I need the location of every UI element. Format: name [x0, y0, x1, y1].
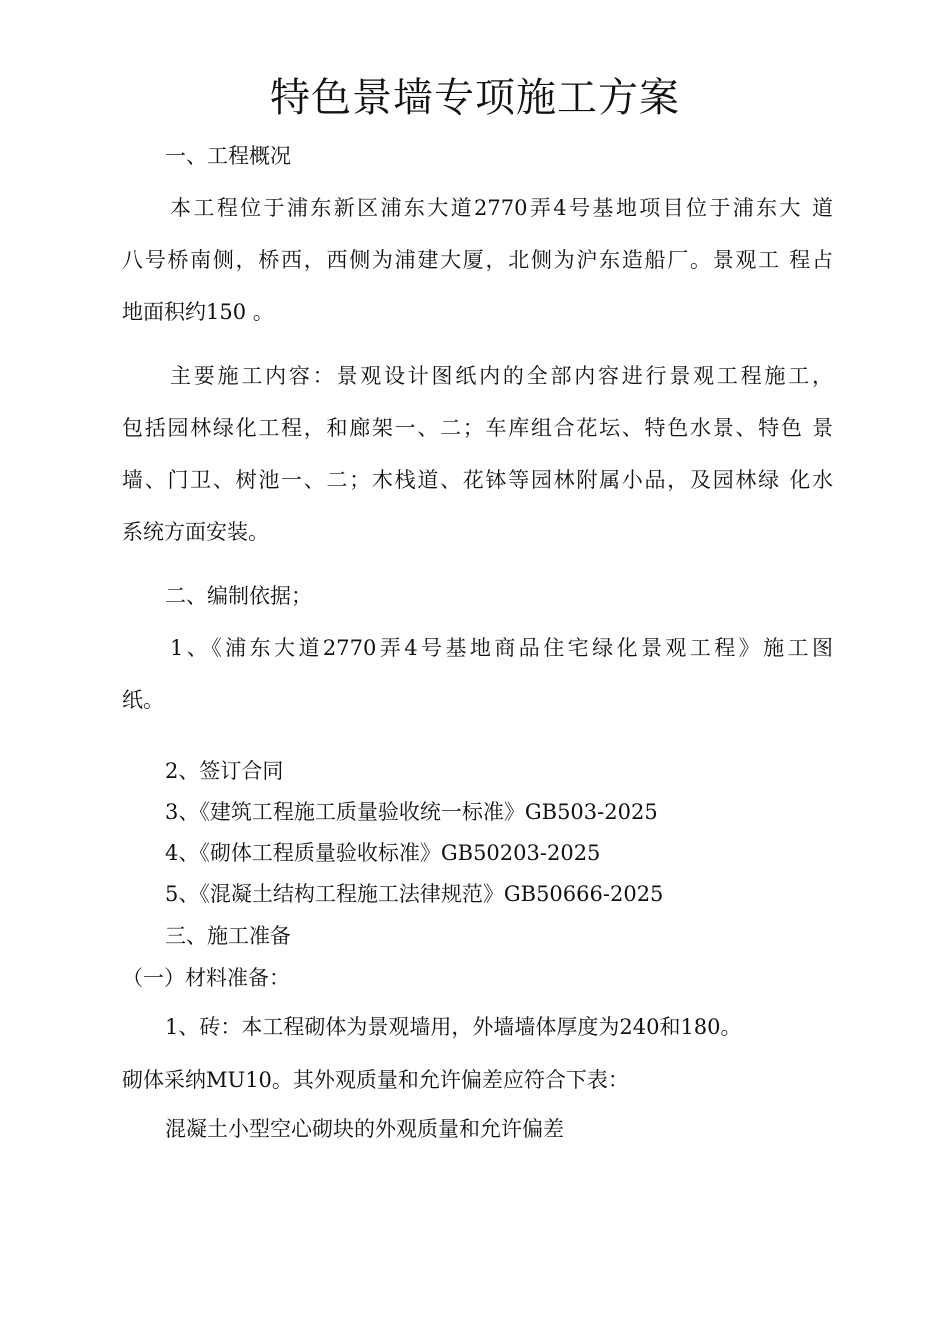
document-title: 特色景墙专项施工方案 — [270, 75, 680, 121]
basis-item-1-line-1: 1、《浦东大道2770弄4号基地商品住宅绿化景观工程》施工图 — [170, 636, 833, 660]
overview-paragraph-line-1: 本工程位于浦东新区浦东大道2770弄4号基地项目位于浦东大 道 — [170, 196, 833, 220]
section-heading-overview: 一、工程概况 — [165, 144, 291, 168]
basis-item-5: 5、《混凝土结构工程施工法律规范》GB50666-2025 — [165, 882, 664, 906]
content-paragraph-line-4: 系统方面安装。 — [122, 520, 269, 544]
table-caption: 混凝土小型空心砌块的外观质量和允许偏差 — [165, 1117, 564, 1141]
basis-item-1-line-2: 纸。 — [122, 688, 164, 712]
masonry-requirement-line: 砌体采纳MU10。其外观质量和允许偏差应符合下表： — [122, 1068, 629, 1092]
brick-description-line: 1、砖：本工程砌体为景观墙用，外墙墙体厚度为240和180。 — [165, 1015, 742, 1039]
subsection-heading-materials: （一）材料准备： — [122, 966, 290, 990]
basis-item-2: 2、签订合同 — [165, 759, 284, 783]
content-paragraph-line-2: 包括园林绿化工程，和廊架一、二；车库组合花坛、特色水景、特色 景 — [122, 416, 833, 440]
basis-item-3: 3、《建筑工程施工质量验收统一标准》GB503-2025 — [165, 800, 658, 824]
section-heading-preparation: 三、施工准备 — [165, 924, 291, 948]
content-paragraph-line-3: 墙、门卫、树池一、二；木栈道、花钵等园林附属小品，及园林绿 化水 — [122, 468, 833, 492]
content-paragraph-line-1: 主要施工内容：景观设计图纸内的全部内容进行景观工程施工， — [170, 364, 833, 388]
basis-item-4: 4、《砌体工程质量验收标准》GB50203-2025 — [165, 841, 601, 865]
overview-paragraph-line-3: 地面积约150 。 — [122, 300, 274, 324]
overview-paragraph-line-2: 八号桥南侧，桥西，西侧为浦建大厦，北侧为沪东造船厂。景观工 程占 — [122, 248, 833, 272]
section-heading-basis: 二、编制依据； — [165, 584, 312, 608]
